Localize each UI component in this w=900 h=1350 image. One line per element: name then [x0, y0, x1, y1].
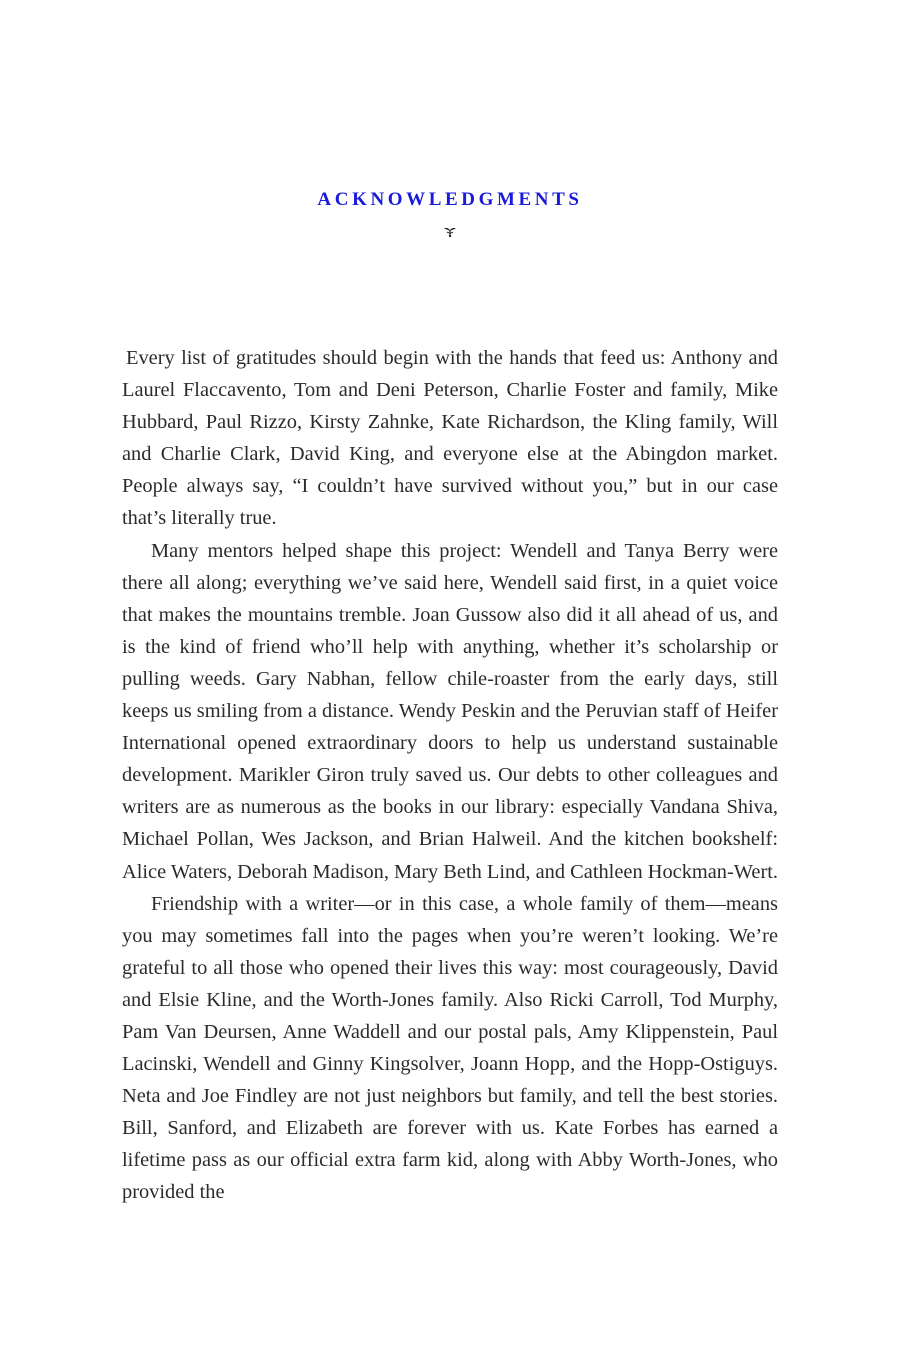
paragraph-1: Every list of gratitudes should begin with the hands that feed us: Anthony and Laurel Flaccavento, Tom and Deni Peterson, Charlie Foster and family, Mike Hubbard, Paul Rizzo, Kirsty Zahnke, Kate Richardson, the Kling family, Will and Charlie Clark, David King, and everyone else at the Abingdon market. People always say, “I couldn’t have survived without you,” but in our case that’s literally true. — [122, 347, 778, 530]
paragraph-3: Friendship with a writer—or in this case, a whole family of them—means you may sometimes fall into the pages when you’re weren’t looking. We’re grateful to all those who opened their lives this way: most courageously, David and Elsie Kline, and the Worth-Jones family. Also Ricki Carroll, Tod Murphy, Pam Van Deursen, Anne Waddell and our postal pals, Amy Klippenstein, Paul Lacinski, Wendell and Ginny Kingsolver, Joann Hopp, and the Hopp-Ostiguys. Neta and Joe Findley are not just neighbors but family, and tell the best stories. Bill, Sanford, and Elizabeth are forever with us. Kate Forbes has earned a lifetime pass as our official extra farm kid, along with Abby Worth-Jones, who provided the — [122, 892, 778, 1204]
acknowledgments-body — [122, 342, 778, 1209]
paragraph-2: Many mentors helped shape this project: Wendell and Tanya Berry were there all along; everything we’ve said here, Wendell said first, in a quiet voice that makes the mountains tremble. Joan Gussow also did it all ahead of us, and is the kind of friend who’ll help with anything, whether it’s scholarship or pulling weeds. Gary Nabhan, fellow chile-roaster from the early days, still keeps us smiling from a distance. Wendy Peskin and the Peruvian staff of Heifer International opened extraordinary doors to help us understand sustainable development. Marikler Giron truly saved us. Our debts to other colleagues and writers are as numerous as the books in our library: especially Vandana Shiva, Michael Pollan, Wes Jackson, and Brian Halweil. And the kitchen bookshelf: Alice Waters, Deborah Madison, Mary Beth Lind, and Cathleen Hockman-Wert. — [122, 539, 779, 883]
chapter-heading: ACKNOWLEDGMENTS — [317, 189, 583, 210]
fleuron-icon — [0, 224, 900, 244]
fleuron-icon-glyph — [442, 224, 458, 238]
